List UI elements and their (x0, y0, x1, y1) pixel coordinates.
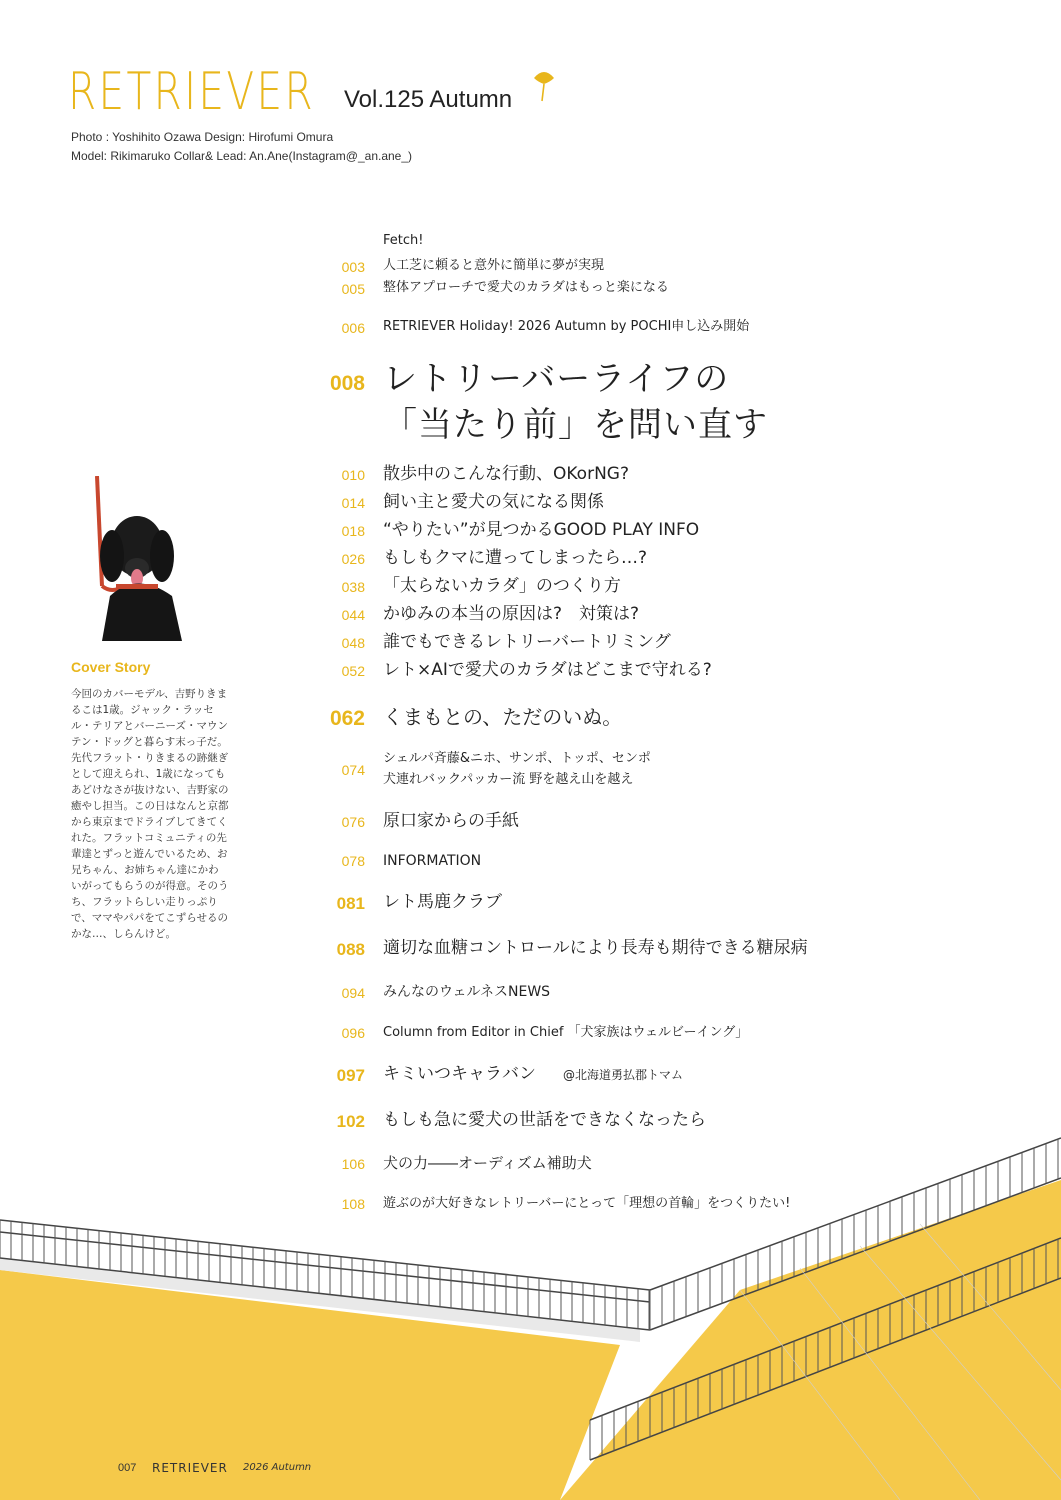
toc-feature-title-line2: 「当たり前」を問い直す (383, 405, 768, 445)
footer-brand: RETRIEVER (152, 1461, 228, 1475)
fence-illustration (0, 1120, 1061, 1500)
toc-title: Column from Editor in Chief 「犬家族はウェルビーイング」 (383, 1025, 749, 1040)
toc-section-fetch: Fetch! (383, 233, 424, 248)
toc-title: 犬の力――オーディズム補助犬 (383, 1154, 592, 1172)
toc-page-number: 078 (341, 853, 365, 869)
toc-title: 人工芝に頼ると意外に簡単に夢が実現 (383, 258, 605, 273)
toc-page-number: 005 (341, 281, 365, 297)
toc-title: RETRIEVER Holiday! 2026 Autumn by POCHI申し込み開始 (383, 319, 750, 334)
toc-page-number: 096 (341, 1025, 365, 1041)
toc-title: かゆみの本当の原因は? 対策は? (383, 604, 640, 624)
ginkgo-leaf-icon (532, 68, 556, 102)
toc-title: 飼い主と愛犬の気になる関係 (383, 492, 604, 512)
toc-page-number: 026 (341, 551, 365, 567)
toc-page-number: 044 (341, 607, 365, 623)
toc-page-number-feature: 088 (336, 940, 365, 959)
toc-page-number: 074 (341, 762, 365, 778)
issue-label: Vol.125 Autumn (344, 86, 513, 113)
toc-page-number: 052 (341, 663, 365, 679)
toc-page-number-feature: 097 (336, 1066, 365, 1085)
toc-title: レト×AIで愛犬のカラダはどこまで守れる? (383, 660, 712, 680)
toc-title: 散歩中のこんな行動、OKorNG? (383, 464, 629, 484)
toc-page-number: 076 (341, 814, 365, 830)
toc-title: もしもクマに遭ってしまったら…? (383, 548, 648, 568)
toc-page-number: 006 (341, 320, 365, 336)
toc-title: もしも急に愛犬の世話をできなくなったら (383, 1110, 706, 1130)
credits-photo-design: Photo : Yoshihito Ozawa Design: Hirofumi Omura (71, 130, 334, 144)
toc-title: 「太らないカラダ」のつくり方 (383, 576, 621, 596)
toc-page-number-feature: 008 (329, 372, 365, 395)
toc-page-number: 010 (341, 467, 365, 483)
footer-page-number: 007 (118, 1462, 137, 1474)
toc-title-line1: シェルパ斉藤&ニホ、サンポ、トッポ、センポ (383, 751, 651, 766)
toc-page-number: 106 (341, 1156, 365, 1172)
toc-feature-title-line1: レトリーバーライフの (383, 359, 730, 399)
toc-title: INFORMATION (383, 853, 482, 869)
toc-page-number: 003 (341, 259, 365, 275)
toc-page-number-feature: 081 (336, 894, 365, 913)
toc-title: 整体アプローチで愛犬のカラダはもっと楽になる (383, 280, 669, 295)
toc-page-number: 038 (341, 579, 365, 595)
toc-title: 誰でもできるレトリーバートリミング (383, 632, 671, 652)
cover-story-heading: Cover Story (71, 659, 151, 675)
footer-issue: 2026 Autumn (243, 1462, 312, 1473)
toc-title: 原口家からの手紙 (383, 811, 519, 831)
cover-dog-photo (82, 476, 194, 641)
toc-title: 適切な血糖コントロールにより長寿も期待できる糖尿病 (383, 938, 808, 958)
toc-page-number: 018 (341, 523, 365, 539)
toc-title: 遊ぶのが大好きなレトリーバーにとって「理想の首輪」をつくりたい! (383, 1196, 791, 1211)
toc-page-number: 048 (341, 635, 365, 651)
toc-title-line2: 犬連れバックパッカー流 野を越え山を越え (383, 772, 634, 787)
toc-title: みんなのウェルネスNEWS (383, 984, 551, 1000)
toc-page-number-feature: 062 (329, 707, 365, 730)
toc-page-number: 014 (341, 495, 365, 511)
toc-page-number: 094 (341, 985, 365, 1001)
toc-title: くまもとの、ただのいぬ。 (383, 705, 623, 729)
toc-title: レト馬鹿クラブ (383, 892, 502, 912)
cover-story-text: 今回のカバーモデル、吉野りきまるこは1歳。ジャック・ラッセル・テリアとバーニーズ・マウンテン・ドッグと暮らす末っ子だ。先代フラット・りきまるの跡継ぎとして迎えられ、1歳になってもあどけなさが抜けない、吉野家の癒やし担当。この日はなんと京都から東京までドライブしてきてくれた。フラットコミュニティの先輩達とずっと遊んでいるため、お兄ちゃん、お姉ちゃん達にかわいがってもらうのが得意。そのうち、フラットらしい走りっぷりで、ママやパパをてこずらせるのかな…、しらんけど。 (71, 688, 229, 940)
magazine-logo: RETRIEVER (68, 62, 315, 122)
credits-model-collar: Model: Rikimaruko Collar& Lead: An.Ane(Instagram@_an.ane_) (71, 149, 413, 163)
toc-page-number-feature: 102 (336, 1112, 365, 1131)
toc-title: “やりたい”が見つかるGOOD PLAY INFO (383, 520, 700, 540)
toc-title: キミいつキャラバン (383, 1064, 536, 1084)
toc-page-number: 108 (341, 1196, 365, 1212)
toc-subtitle: @北海道勇払郡トマム (563, 1068, 684, 1082)
